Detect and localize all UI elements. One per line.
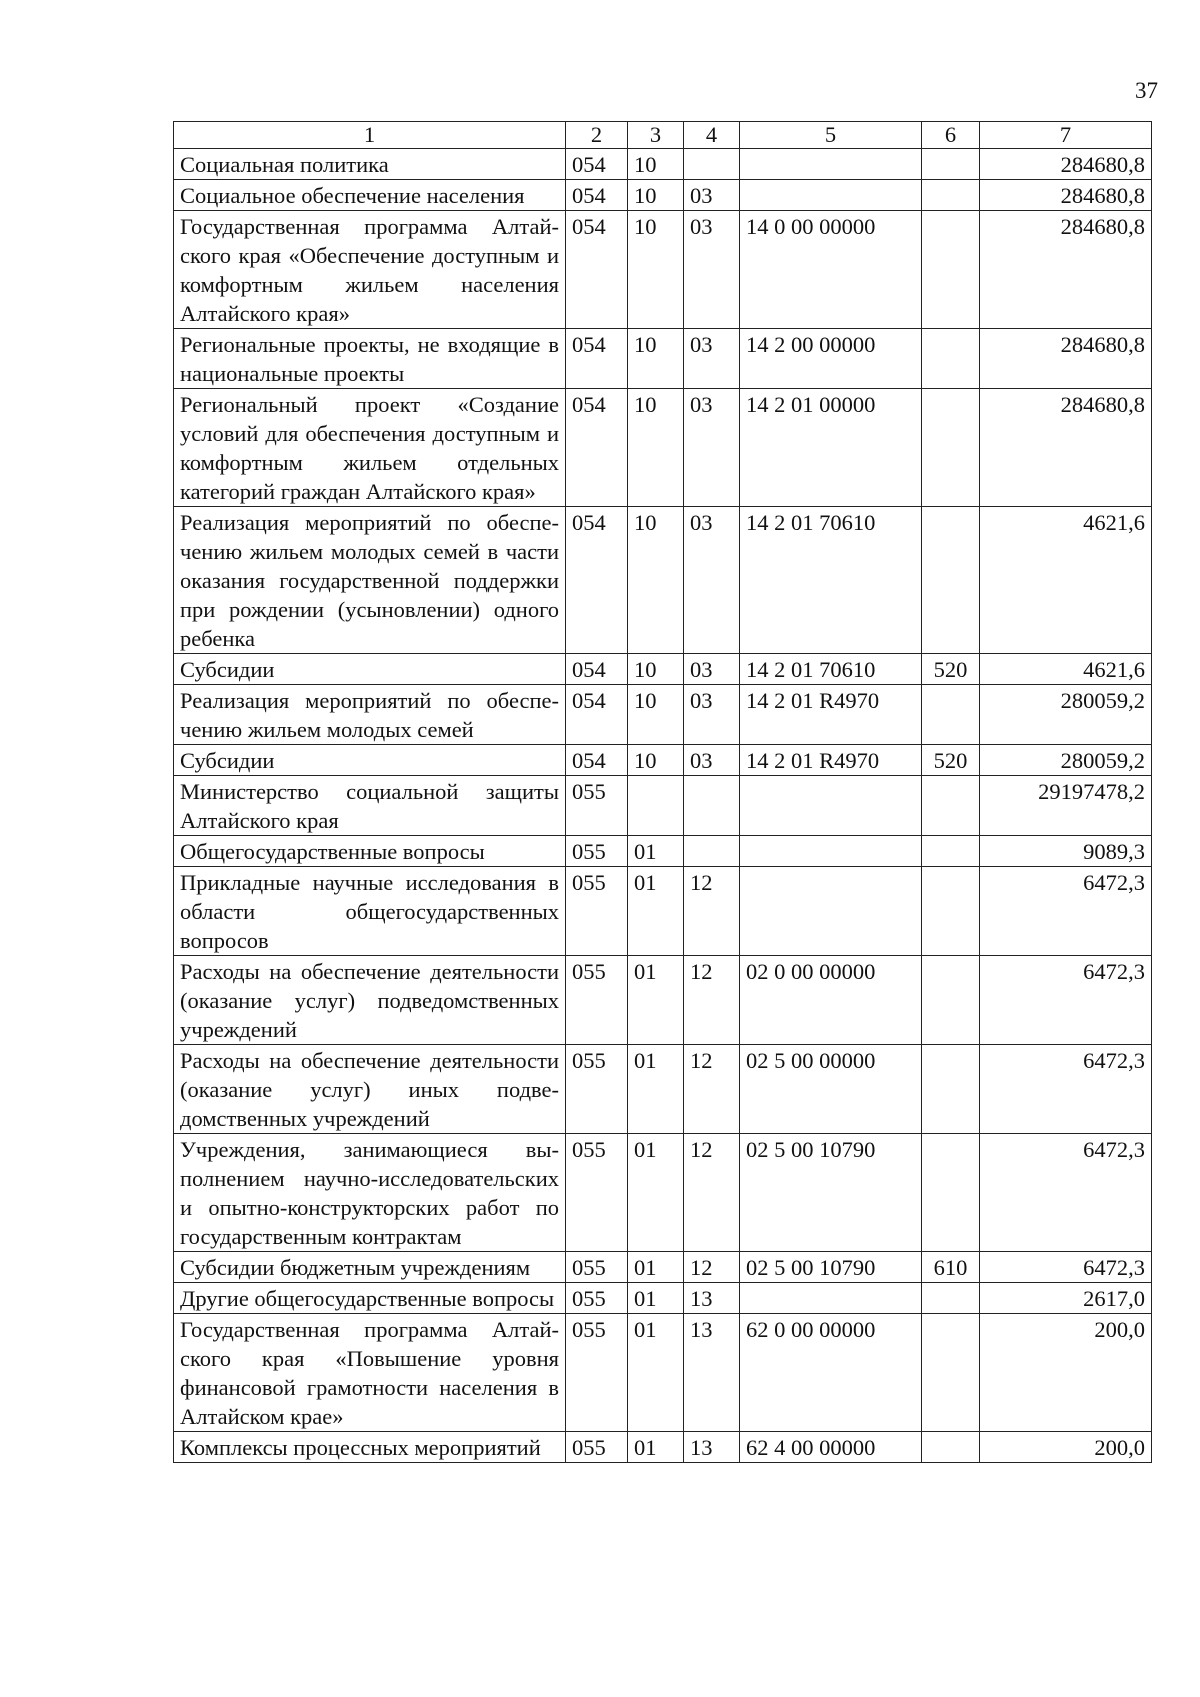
column-header: 1 xyxy=(174,122,566,149)
ministry-code-cell: 054 xyxy=(566,211,628,329)
row-name-cell: Государственная программа Алтайского края «Обеспечение доступным и комфортным жильем населения Алтайского края» xyxy=(174,211,566,329)
row-name-cell: Субсидии xyxy=(174,745,566,776)
ministry-code-cell: 055 xyxy=(566,867,628,956)
amount-cell: 280059,2 xyxy=(980,745,1152,776)
column-header: 2 xyxy=(566,122,628,149)
row-name-cell: Другие общегосударственные вопросы xyxy=(174,1283,566,1314)
subsection-code-cell: 12 xyxy=(684,1045,740,1134)
expense-type-code-cell xyxy=(922,180,980,211)
subsection-code-cell: 03 xyxy=(684,685,740,745)
amount-cell: 280059,2 xyxy=(980,685,1152,745)
section-code-cell: 01 xyxy=(628,1283,684,1314)
table-row xyxy=(174,211,1152,329)
expense-type-code-cell xyxy=(922,329,980,389)
section-code-cell: 01 xyxy=(628,956,684,1045)
table-row xyxy=(174,180,1152,211)
expense-type-code-cell xyxy=(922,149,980,180)
expense-type-code-cell xyxy=(922,507,980,654)
target-item-code-cell: 62 4 00 00000 xyxy=(740,1432,922,1463)
budget-table xyxy=(173,121,1152,1463)
row-name-cell: Комплексы процессных мероприятий xyxy=(174,1432,566,1463)
ministry-code-cell: 054 xyxy=(566,745,628,776)
table-row xyxy=(174,867,1152,956)
subsection-code-cell: 12 xyxy=(684,956,740,1045)
subsection-code-cell: 12 xyxy=(684,867,740,956)
section-code-cell: 10 xyxy=(628,745,684,776)
amount-cell: 284680,8 xyxy=(980,149,1152,180)
subsection-code-cell: 12 xyxy=(684,1134,740,1252)
ministry-code-cell: 055 xyxy=(566,1134,628,1252)
target-item-code-cell: 14 2 01 00000 xyxy=(740,389,922,507)
table-row xyxy=(174,654,1152,685)
amount-cell: 6472,3 xyxy=(980,1045,1152,1134)
row-name-cell: Реализация мероприятий по обеспечению жильем молодых семей xyxy=(174,685,566,745)
amount-cell: 6472,3 xyxy=(980,867,1152,956)
ministry-code-cell: 054 xyxy=(566,507,628,654)
column-header: 3 xyxy=(628,122,684,149)
row-name-cell: Общегосударственные вопросы xyxy=(174,836,566,867)
table-row xyxy=(174,1045,1152,1134)
subsection-code-cell xyxy=(684,149,740,180)
ministry-code-cell: 054 xyxy=(566,389,628,507)
target-item-code-cell: 02 0 00 00000 xyxy=(740,956,922,1045)
header-row xyxy=(174,122,1152,149)
amount-cell: 6472,3 xyxy=(980,956,1152,1045)
table-row xyxy=(174,836,1152,867)
ministry-code-cell: 054 xyxy=(566,149,628,180)
amount-cell: 2617,0 xyxy=(980,1283,1152,1314)
section-code-cell: 10 xyxy=(628,685,684,745)
section-code-cell: 01 xyxy=(628,1045,684,1134)
target-item-code-cell xyxy=(740,867,922,956)
section-code-cell: 01 xyxy=(628,1314,684,1432)
target-item-code-cell xyxy=(740,836,922,867)
column-header: 5 xyxy=(740,122,922,149)
expense-type-code-cell xyxy=(922,956,980,1045)
table-row xyxy=(174,745,1152,776)
amount-cell: 6472,3 xyxy=(980,1134,1152,1252)
amount-cell: 200,0 xyxy=(980,1314,1152,1432)
target-item-code-cell: 02 5 00 00000 xyxy=(740,1045,922,1134)
row-name-cell: Субсидии xyxy=(174,654,566,685)
target-item-code-cell: 14 0 00 00000 xyxy=(740,211,922,329)
table-row xyxy=(174,389,1152,507)
target-item-code-cell: 14 2 01 R4970 xyxy=(740,685,922,745)
subsection-code-cell xyxy=(684,776,740,836)
expense-type-code-cell xyxy=(922,776,980,836)
subsection-code-cell: 12 xyxy=(684,1252,740,1283)
expense-type-code-cell xyxy=(922,867,980,956)
expense-type-code-cell: 610 xyxy=(922,1252,980,1283)
ministry-code-cell: 055 xyxy=(566,1045,628,1134)
amount-cell: 9089,3 xyxy=(980,836,1152,867)
row-name-cell: Реализация мероприятий по обеспечению жильем молодых семей в части оказания государственной поддержки при рождении (усыновлении) одного ребенка xyxy=(174,507,566,654)
expense-type-code-cell: 520 xyxy=(922,654,980,685)
row-name-cell: Прикладные научные исследования в области общегосударственных вопросов xyxy=(174,867,566,956)
column-header: 6 xyxy=(922,122,980,149)
subsection-code-cell xyxy=(684,836,740,867)
expense-type-code-cell xyxy=(922,836,980,867)
expense-type-code-cell xyxy=(922,1432,980,1463)
column-header: 7 xyxy=(980,122,1152,149)
subsection-code-cell: 03 xyxy=(684,507,740,654)
ministry-code-cell: 054 xyxy=(566,329,628,389)
ministry-code-cell: 055 xyxy=(566,956,628,1045)
expense-type-code-cell: 520 xyxy=(922,745,980,776)
expense-type-code-cell xyxy=(922,1045,980,1134)
section-code-cell: 10 xyxy=(628,149,684,180)
target-item-code-cell: 02 5 00 10790 xyxy=(740,1252,922,1283)
ministry-code-cell: 054 xyxy=(566,654,628,685)
subsection-code-cell: 03 xyxy=(684,389,740,507)
table-row xyxy=(174,1283,1152,1314)
table-row xyxy=(174,685,1152,745)
table-row xyxy=(174,776,1152,836)
ministry-code-cell: 054 xyxy=(566,685,628,745)
ministry-code-cell: 055 xyxy=(566,1314,628,1432)
amount-cell: 6472,3 xyxy=(980,1252,1152,1283)
row-name-cell: Государственная программа Алтайского края «Повышение уровня финансовой грамотности населения в Алтайском крае» xyxy=(174,1314,566,1432)
target-item-code-cell xyxy=(740,1283,922,1314)
expense-type-code-cell xyxy=(922,1134,980,1252)
subsection-code-cell: 03 xyxy=(684,329,740,389)
section-code-cell: 10 xyxy=(628,507,684,654)
table-row xyxy=(174,149,1152,180)
ministry-code-cell: 055 xyxy=(566,1283,628,1314)
expense-type-code-cell xyxy=(922,1314,980,1432)
amount-cell: 29197478,2 xyxy=(980,776,1152,836)
row-name-cell: Региональный проект «Создание условий для обеспечения доступным и комфортным жильем отдельных категорий граждан Алтайского края» xyxy=(174,389,566,507)
section-code-cell: 01 xyxy=(628,867,684,956)
section-code-cell: 10 xyxy=(628,180,684,211)
ministry-code-cell: 055 xyxy=(566,1252,628,1283)
expense-type-code-cell xyxy=(922,1283,980,1314)
row-name-cell: Региональные проекты, не входящие в национальные проекты xyxy=(174,329,566,389)
amount-cell: 4621,6 xyxy=(980,654,1152,685)
expense-type-code-cell xyxy=(922,211,980,329)
row-name-cell: Министерство социальной защиты Алтайского края xyxy=(174,776,566,836)
table-row xyxy=(174,507,1152,654)
amount-cell: 284680,8 xyxy=(980,180,1152,211)
row-name-cell: Социальное обеспечение населения xyxy=(174,180,566,211)
row-name-cell: Социальная политика xyxy=(174,149,566,180)
table-row xyxy=(174,1134,1152,1252)
ministry-code-cell: 055 xyxy=(566,776,628,836)
table-row xyxy=(174,1314,1152,1432)
target-item-code-cell: 62 0 00 00000 xyxy=(740,1314,922,1432)
row-name-cell: Учреждения, занимающиеся выполнением научно-исследовательских и опытно-конструкторских работ по государственным контрактам xyxy=(174,1134,566,1252)
subsection-code-cell: 03 xyxy=(684,745,740,776)
section-code-cell: 01 xyxy=(628,1432,684,1463)
section-code-cell: 10 xyxy=(628,389,684,507)
amount-cell: 284680,8 xyxy=(980,211,1152,329)
amount-cell: 200,0 xyxy=(980,1432,1152,1463)
subsection-code-cell: 03 xyxy=(684,654,740,685)
table-row xyxy=(174,1432,1152,1463)
ministry-code-cell: 055 xyxy=(566,1432,628,1463)
expense-type-code-cell xyxy=(922,389,980,507)
target-item-code-cell: 14 2 01 70610 xyxy=(740,654,922,685)
column-header: 4 xyxy=(684,122,740,149)
row-name-cell: Расходы на обеспечение деятельности (оказание услуг) иных подведомственных учреждений xyxy=(174,1045,566,1134)
ministry-code-cell: 055 xyxy=(566,836,628,867)
section-code-cell xyxy=(628,776,684,836)
section-code-cell: 10 xyxy=(628,329,684,389)
section-code-cell: 10 xyxy=(628,211,684,329)
subsection-code-cell: 03 xyxy=(684,180,740,211)
table-row xyxy=(174,1252,1152,1283)
subsection-code-cell: 13 xyxy=(684,1314,740,1432)
row-name-cell: Субсидии бюджетным учреждениям xyxy=(174,1252,566,1283)
target-item-code-cell: 14 2 00 00000 xyxy=(740,329,922,389)
section-code-cell: 10 xyxy=(628,654,684,685)
target-item-code-cell xyxy=(740,149,922,180)
amount-cell: 284680,8 xyxy=(980,389,1152,507)
section-code-cell: 01 xyxy=(628,836,684,867)
target-item-code-cell xyxy=(740,776,922,836)
target-item-code-cell: 14 2 01 70610 xyxy=(740,507,922,654)
row-name-cell: Расходы на обеспечение деятельности (оказание услуг) подведомственных учреждений xyxy=(174,956,566,1045)
ministry-code-cell: 054 xyxy=(566,180,628,211)
section-code-cell: 01 xyxy=(628,1252,684,1283)
subsection-code-cell: 03 xyxy=(684,211,740,329)
section-code-cell: 01 xyxy=(628,1134,684,1252)
target-item-code-cell: 02 5 00 10790 xyxy=(740,1134,922,1252)
amount-cell: 4621,6 xyxy=(980,507,1152,654)
subsection-code-cell: 13 xyxy=(684,1283,740,1314)
target-item-code-cell: 14 2 01 R4970 xyxy=(740,745,922,776)
subsection-code-cell: 13 xyxy=(684,1432,740,1463)
amount-cell: 284680,8 xyxy=(980,329,1152,389)
target-item-code-cell xyxy=(740,180,922,211)
expense-type-code-cell xyxy=(922,685,980,745)
table-row xyxy=(174,956,1152,1045)
page-number: 37 xyxy=(1135,78,1158,103)
table-row xyxy=(174,329,1152,389)
